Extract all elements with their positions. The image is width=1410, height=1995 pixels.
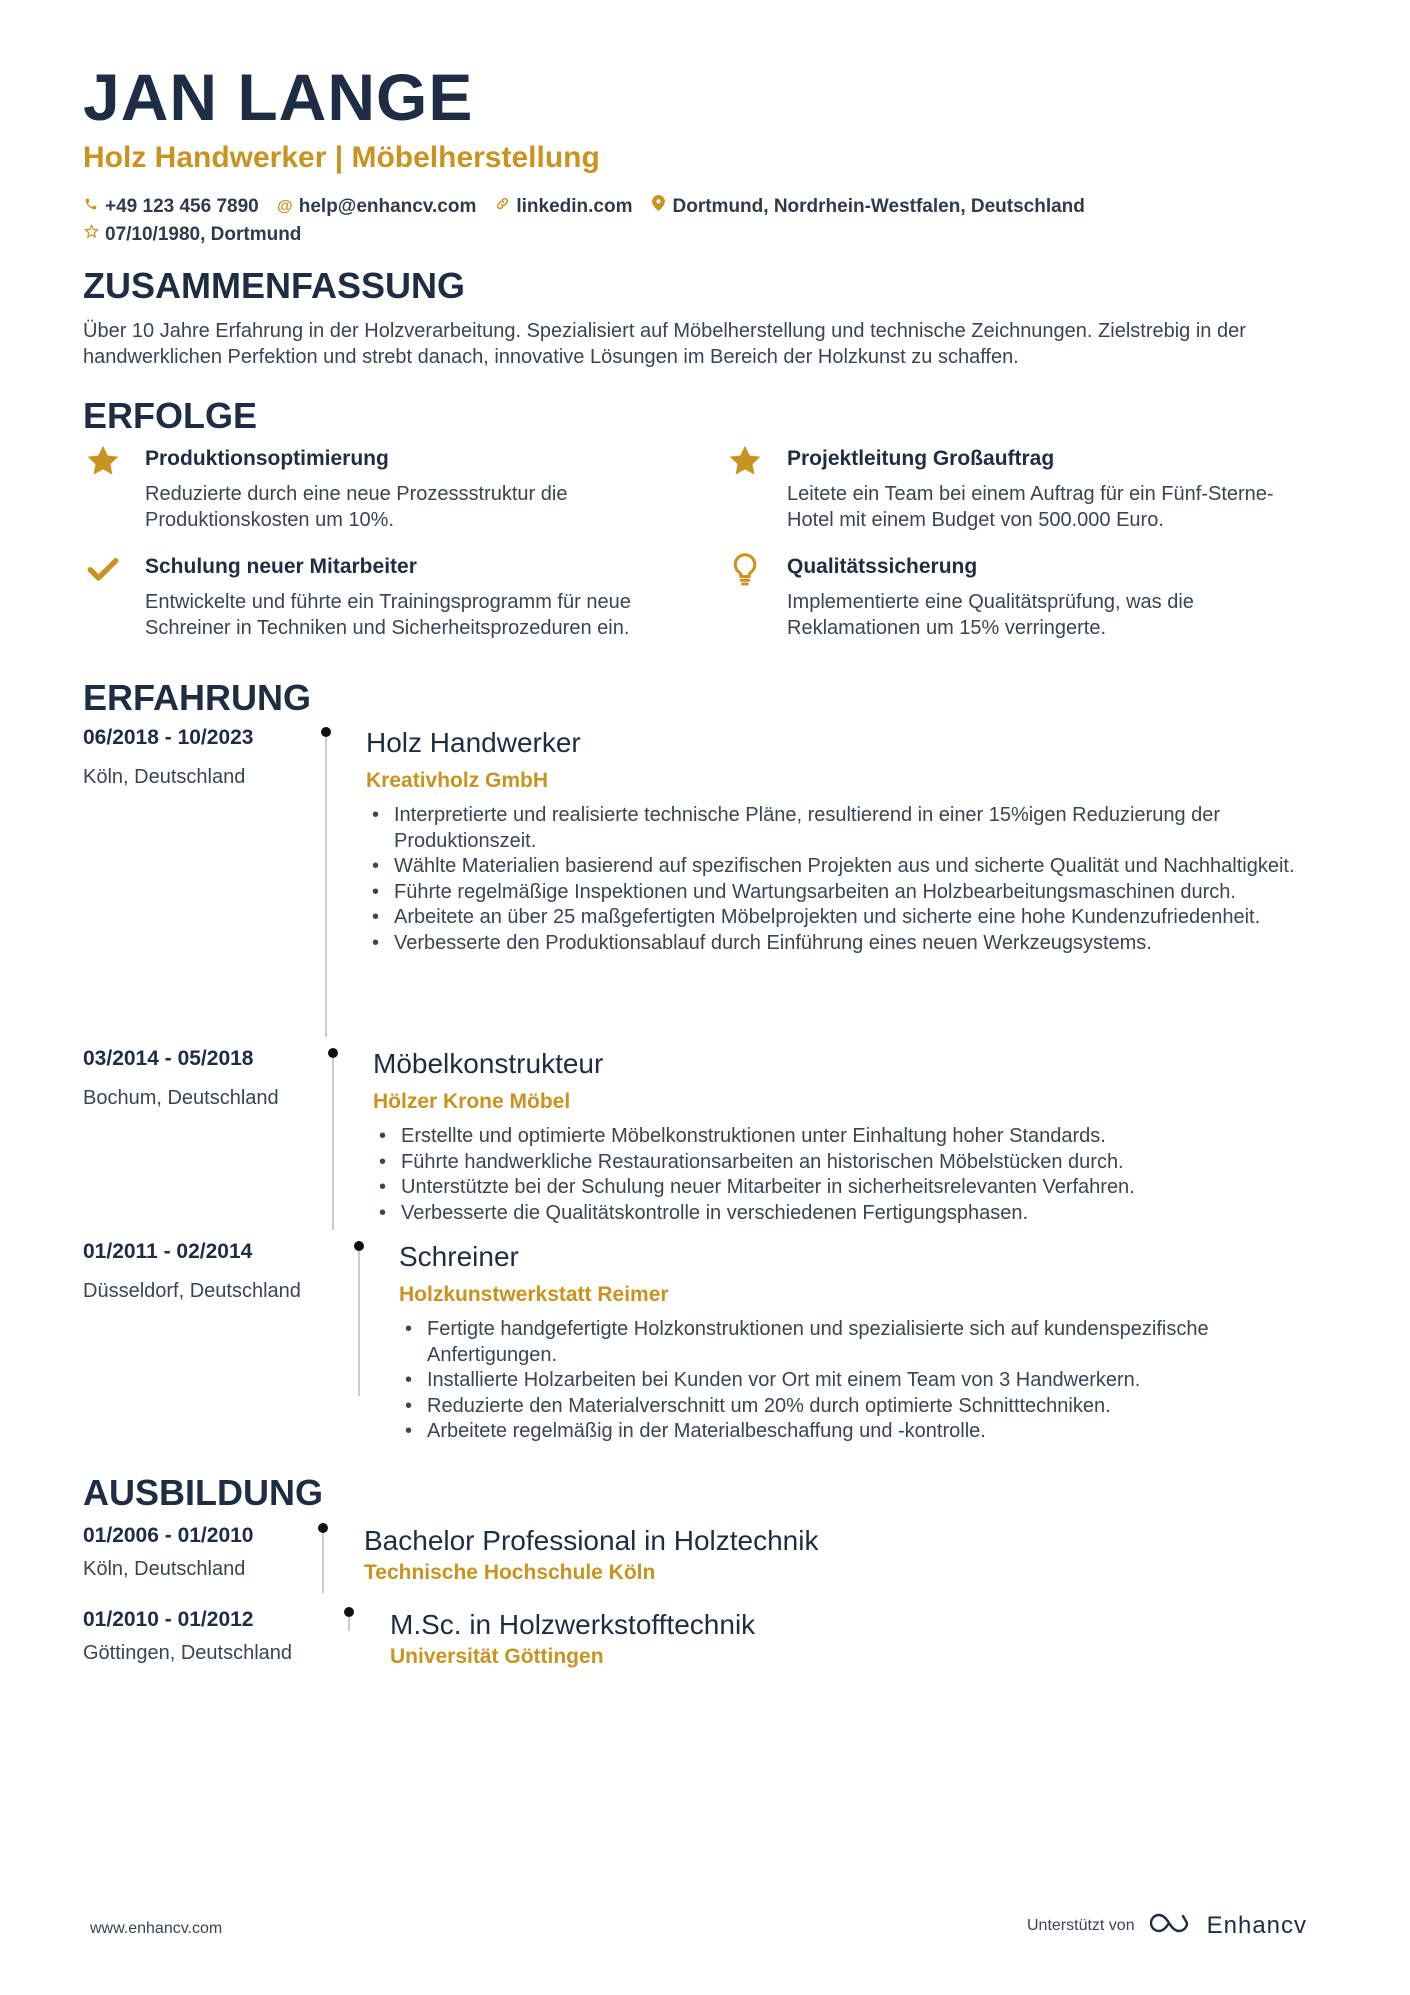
job-dates: 06/2018 - 10/2023	[83, 726, 254, 749]
job-company: Hölzer Krone Möbel	[373, 1090, 571, 1113]
edu-location: Göttingen, Deutschland	[83, 1642, 293, 1664]
star-outline-icon	[83, 221, 99, 249]
lightbulb-icon	[727, 551, 763, 587]
job-bullet: • Arbeitete an über 25 maßgefertigten Möbelprojekten und sicherte eine hohe Kundenzufriedenheit.	[366, 905, 1326, 931]
achievement-desc: Implementierte eine Qualitätsprüfung, was die Reklamationen um 15% verringerte.	[787, 591, 1194, 639]
job-bullet: • Verbesserte die Qualitätskontrolle in verschiedenen Fertigungsphasen.	[373, 1201, 1323, 1227]
powered-by-label: Unterstützt von	[1027, 1916, 1135, 1934]
timeline-dot	[321, 727, 331, 737]
job-bullet: • Reduzierte den Materialverschnitt um 20% durch optimierte Schnitttechniken.	[399, 1394, 1339, 1420]
birth-text: 07/10/1980, Dortmund	[105, 224, 302, 245]
contact-email[interactable]	[277, 193, 477, 221]
star-icon	[85, 443, 121, 479]
achievement-title: Projektleitung Großauftrag	[787, 447, 1055, 470]
contact-phone	[83, 193, 259, 221]
phone-icon	[83, 193, 99, 221]
edu-school: Universität Göttingen	[390, 1645, 604, 1668]
candidate-name: JAN LANGE	[83, 60, 474, 134]
job-bullet: • Unterstützte bei der Schulung neuer Mitarbeiter in sicherheitsrelevanten Verfahren.	[373, 1175, 1323, 1201]
contact-linkedin[interactable]	[494, 193, 632, 221]
job-location: Bochum, Deutschland	[83, 1087, 279, 1109]
education-heading: AUSBILDUNG	[83, 1472, 323, 1513]
summary-heading: ZUSAMMENFASSUNG	[83, 265, 466, 306]
achievement-title: Produktionsoptimierung	[145, 447, 389, 470]
phone-text: +49 123 456 7890	[105, 196, 259, 217]
link-icon	[494, 193, 510, 221]
job-role: Schreiner	[399, 1241, 519, 1272]
enhancv-logo-icon	[1147, 1910, 1195, 1941]
job-bullet: • Wählte Materialien basierend auf spezifischen Projekten aus und sicherte Qualität und Nachhaltigkeit.	[366, 854, 1326, 880]
timeline-line	[332, 1058, 334, 1230]
timeline-dot	[318, 1523, 328, 1533]
timeline-line	[348, 1617, 350, 1631]
achievement-title: Qualitätssicherung	[787, 555, 978, 578]
footer-website[interactable]: www.enhancv.com	[90, 1920, 223, 1937]
timeline-line	[325, 737, 327, 1037]
job-bullet: • Erstellte und optimierte Möbelkonstruktionen unter Einhaltung hoher Standards.	[373, 1124, 1323, 1150]
achievement-desc: Entwickelte und führte ein Trainingsprogramm für neue Schreiner in Techniken und Sicherheitsprozeduren ein.	[145, 591, 631, 639]
footer-branding	[1027, 1910, 1307, 1941]
job-bullets	[373, 1124, 1323, 1226]
edu-school: Technische Hochschule Köln	[364, 1561, 656, 1584]
job-location: Köln, Deutschland	[83, 766, 246, 788]
at-icon: @	[276, 198, 293, 215]
contact-birth	[83, 221, 301, 249]
timeline-line	[358, 1251, 360, 1396]
job-role: Möbelkonstrukteur	[373, 1048, 604, 1079]
timeline-dot	[354, 1241, 364, 1251]
job-dates: 01/2011 - 02/2014	[83, 1240, 253, 1263]
job-bullet: • Arbeitete regelmäßig in der Materialbeschaffung und -kontrolle.	[399, 1419, 1339, 1445]
job-bullets	[399, 1317, 1339, 1445]
job-bullet: • Interpretierte und realisierte technische Pläne, resultierend in einer 15%igen Reduzierung der Produktionszeit.	[366, 803, 1326, 854]
job-bullet: • Führte regelmäßige Inspektionen und Wartungsarbeiten an Holzbearbeitungsmaschinen durch.	[366, 880, 1326, 906]
achievement-desc: Reduzierte durch eine neue Prozessstruktur die Produktionskosten um 10%.	[145, 483, 568, 531]
timeline-dot	[344, 1607, 354, 1617]
achievement-desc: Leitete ein Team bei einem Auftrag für ein Fünf-Sterne-Hotel mit einem Budget von 500.000 Euro.	[787, 483, 1274, 531]
job-bullets	[366, 803, 1326, 956]
job-bullet: • Führte handwerkliche Restaurationsarbeiten an historischen Möbelstücken durch.	[373, 1150, 1323, 1176]
job-company: Kreativholz GmbH	[366, 769, 549, 792]
experience-heading: ERFAHRUNG	[83, 677, 312, 718]
edu-degree: M.Sc. in Holzwerkstofftechnik	[390, 1609, 756, 1640]
map-pin-icon	[651, 193, 667, 221]
summary-text: Über 10 Jahre Erfahrung in der Holzverarbeitung. Spezialisiert auf Möbelherstellung und technische Zeichnungen. Zielstrebig in der handwerklichen Perfektion und strebt danach, innovative Lösungen im Bereich der Holzkunst zu schaffen.	[83, 320, 1246, 368]
candidate-title: Holz Handwerker | Möbelherstellung	[83, 141, 600, 174]
job-company: Holzkunstwerkstatt Reimer	[399, 1283, 669, 1306]
edu-location: Köln, Deutschland	[83, 1558, 246, 1580]
edu-dates: 01/2006 - 01/2010	[83, 1524, 254, 1547]
linkedin-text: linkedin.com	[516, 196, 633, 217]
job-location: Düsseldorf, Deutschland	[83, 1280, 301, 1302]
check-icon	[85, 551, 121, 587]
location-text: Dortmund, Nordrhein-Westfalen, Deutschland	[672, 196, 1085, 217]
job-dates: 03/2014 - 05/2018	[83, 1047, 254, 1070]
job-bullet: • Installierte Holzarbeiten bei Kunden vor Ort mit einem Team von 3 Handwerkern.	[399, 1368, 1339, 1394]
achievement-title: Schulung neuer Mitarbeiter	[145, 555, 417, 578]
edu-degree: Bachelor Professional in Holztechnik	[364, 1525, 819, 1556]
timeline-line	[322, 1533, 324, 1593]
edu-dates: 01/2010 - 01/2012	[83, 1608, 254, 1631]
contact-location	[651, 193, 1085, 221]
job-bullet: • Fertigte handgefertigte Holzkonstruktionen und spezialisierte sich auf kundenspezifische Anfertigungen.	[399, 1317, 1339, 1368]
job-role: Holz Handwerker	[366, 727, 581, 758]
timeline-dot	[328, 1048, 338, 1058]
job-bullet: • Verbesserte den Produktionsablauf durch Einführung eines neuen Werkzeugsystems.	[366, 931, 1326, 957]
brand-name: Enhancv	[1206, 1911, 1308, 1939]
achievements-heading: ERFOLGE	[83, 395, 258, 436]
contact-info	[83, 193, 1343, 249]
star-icon	[727, 443, 763, 479]
email-text: help@enhancv.com	[298, 196, 477, 217]
